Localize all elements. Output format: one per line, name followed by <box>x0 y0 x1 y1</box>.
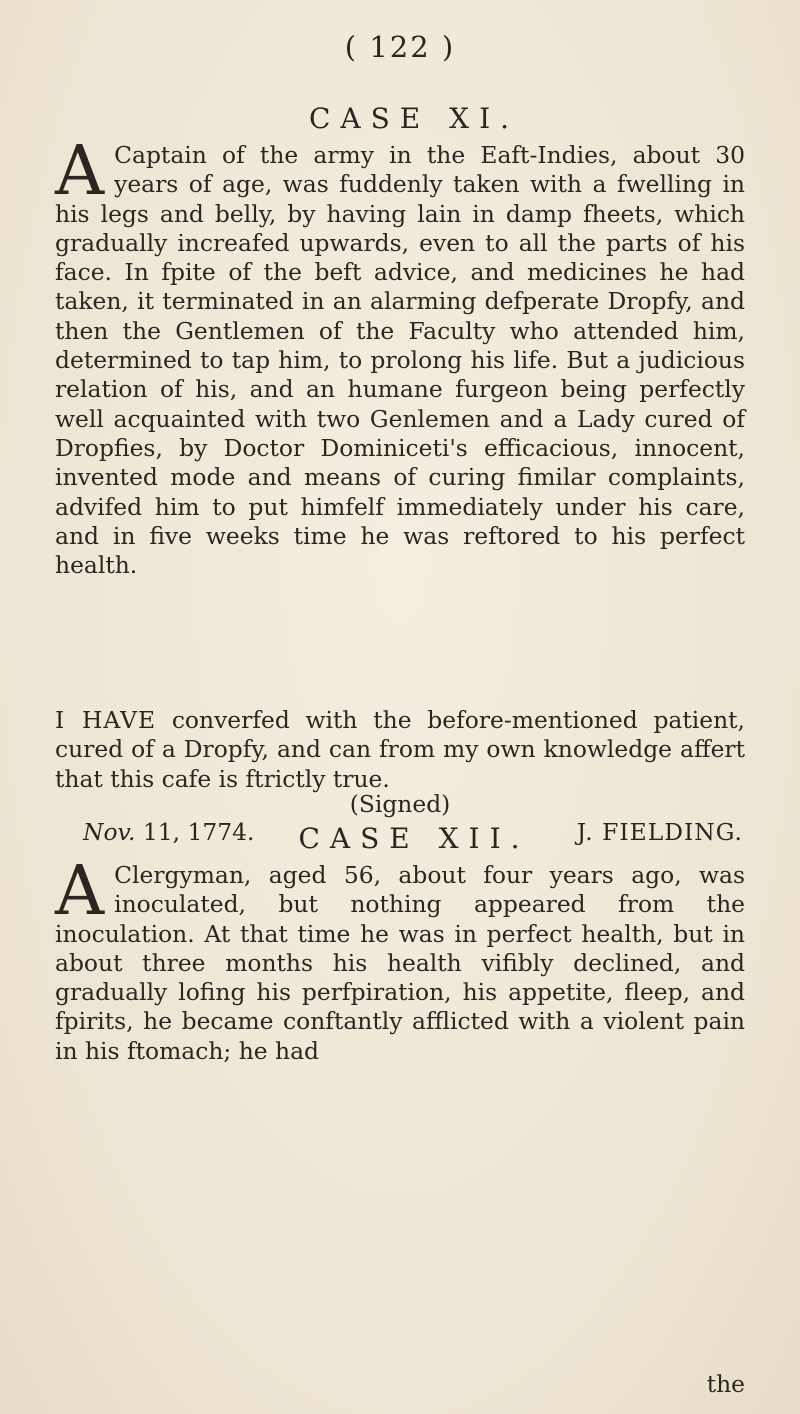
signed-label: (Signed) <box>349 790 451 818</box>
drop-cap: A <box>55 132 105 211</box>
testimony-paragraph <box>55 706 745 794</box>
drop-cap: A <box>55 852 105 931</box>
case-11-text: Captain of the army in the Eaft-Indies, about 30 years of age, was fuddenly taken with a fwelling in his legs and belly, by having lain in damp fheets, which gradually increafed upwards, even to all the parts of his face. In fpite of the beft advice, and medicines he had taken, it terminated in an alarming defperate Dropfy, and then the Gentlemen of the Faculty who attended him, determined to tap him, to prolong his life. But a judicious relation of his, and an humane furgeon being perfectly well acquainted with two Genlemen and a Lady cured of Dropfies, by Doctor Dominiceti's efficacious, innocent, invented mode and means of curing fimilar complaints, advifed him to put himfelf immediately under his care, and in five weeks time he was reftored to his perfect health. <box>55 141 745 580</box>
page-number: ( 122 ) <box>344 30 456 64</box>
catchword: the <box>706 1370 745 1398</box>
date-day-year: 11, 1774. <box>142 818 255 846</box>
testimony-text: converfed with the before-mentioned patient, cured of a Dropfy, and can from my own knowledge affert that this cafe is ftrictly true. <box>55 706 745 793</box>
case-12-paragraph <box>55 852 745 1066</box>
case-11-heading: CASE XI. <box>308 102 520 135</box>
testimony-lead: I HAVE <box>55 706 157 734</box>
case-11-paragraph <box>55 132 745 580</box>
date-month: Nov. <box>83 818 136 846</box>
signatory-name: J. FIELDING. <box>576 818 743 846</box>
case-12-heading: CASE XII. <box>298 822 530 855</box>
case-12-text: Clergyman, aged 56, about four years ago, was inoculated, but nothing appeared from the inoculation. At that time he was in perfect health, but in about three months his health vifibly declined, and gradually lofing his perfpiration, his appetite, fleep, and fpirits, he became conftantly afflicted with a violent pain in his ftomach; he had <box>55 861 745 1065</box>
